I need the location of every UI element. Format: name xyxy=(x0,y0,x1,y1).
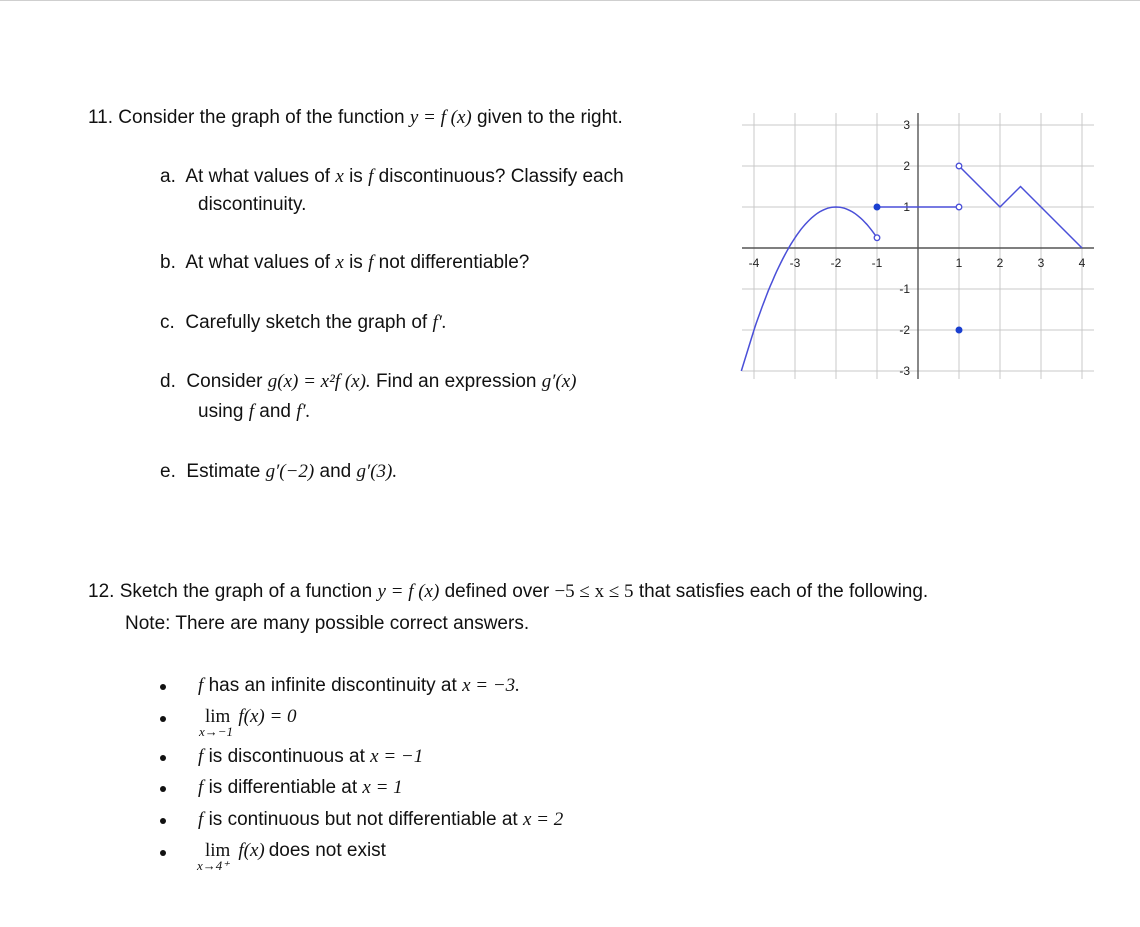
y-tick-label: -3 xyxy=(899,364,910,378)
q11-part-a-line2: discontinuity. xyxy=(198,194,307,215)
q11-part-d: d. Consider g(x) = x²f (x). Find an expression g′(x) xyxy=(160,371,577,392)
open-point xyxy=(874,235,880,241)
q12-note: Note: There are many possible correct answers. xyxy=(125,613,530,634)
open-point xyxy=(956,204,962,210)
bullet-dot xyxy=(160,684,166,690)
q12-bullet-6: lim x→4⁺ f(x) does not exist xyxy=(197,840,386,873)
q11-stem: 11. Consider the graph of the function y = f (x) given to the right. xyxy=(88,107,623,128)
bullet-dot xyxy=(160,786,166,792)
x-tick-label: -3 xyxy=(789,256,801,270)
q11-part-e: e. Estimate g′(−2) and g′(3). xyxy=(160,461,398,482)
y-tick-label: 3 xyxy=(903,118,910,132)
q12-bullet-3: f is discontinuous at x = −1 xyxy=(198,746,424,767)
q11-part-d-line2: using f and f′. xyxy=(198,401,311,422)
y-tick-label: 2 xyxy=(903,159,910,173)
x-tick-label: 3 xyxy=(1037,256,1045,270)
q12-bullet-5: f is continuous but not differentiable at x = 2 xyxy=(198,809,564,830)
bullet-dot xyxy=(160,755,166,761)
q12-bullet-1: f has an infinite discontinuity at x = −3. xyxy=(198,675,520,696)
top-border xyxy=(0,0,1140,1)
x-tick-label: -4 xyxy=(748,256,760,270)
closed-point xyxy=(956,327,962,333)
bullet-dot xyxy=(160,818,166,824)
x-tick-label: 4 xyxy=(1078,256,1086,270)
bullet-dot xyxy=(160,850,166,856)
q11-part-b: b. At what values of x is f not differentiable? xyxy=(160,252,530,273)
q12-bullet-2: lim x→−1 f(x) = 0 xyxy=(199,706,297,739)
x-tick-label: -2 xyxy=(830,256,842,270)
x-tick-label: -1 xyxy=(871,256,883,270)
closed-point xyxy=(874,204,880,210)
y-tick-label: -1 xyxy=(899,282,910,296)
q11-part-a: a. At what values of x is f discontinuous? Classify each xyxy=(160,166,624,187)
x-tick-label: 1 xyxy=(955,256,963,270)
open-point xyxy=(956,163,962,169)
y-tick-label: 1 xyxy=(903,200,910,214)
function-graph xyxy=(740,100,1100,400)
q12-bullet-4: f is differentiable at x = 1 xyxy=(198,777,403,798)
q12-stem: 12. Sketch the graph of a function y = f (x) defined over −5 ≤ x ≤ 5 that satisfies each of the following. xyxy=(88,581,929,602)
x-tick-label: 2 xyxy=(996,256,1004,270)
bullet-dot xyxy=(160,716,166,722)
y-tick-label: -2 xyxy=(899,323,910,337)
q11-part-c: c. Carefully sketch the graph of f′. xyxy=(160,312,447,333)
